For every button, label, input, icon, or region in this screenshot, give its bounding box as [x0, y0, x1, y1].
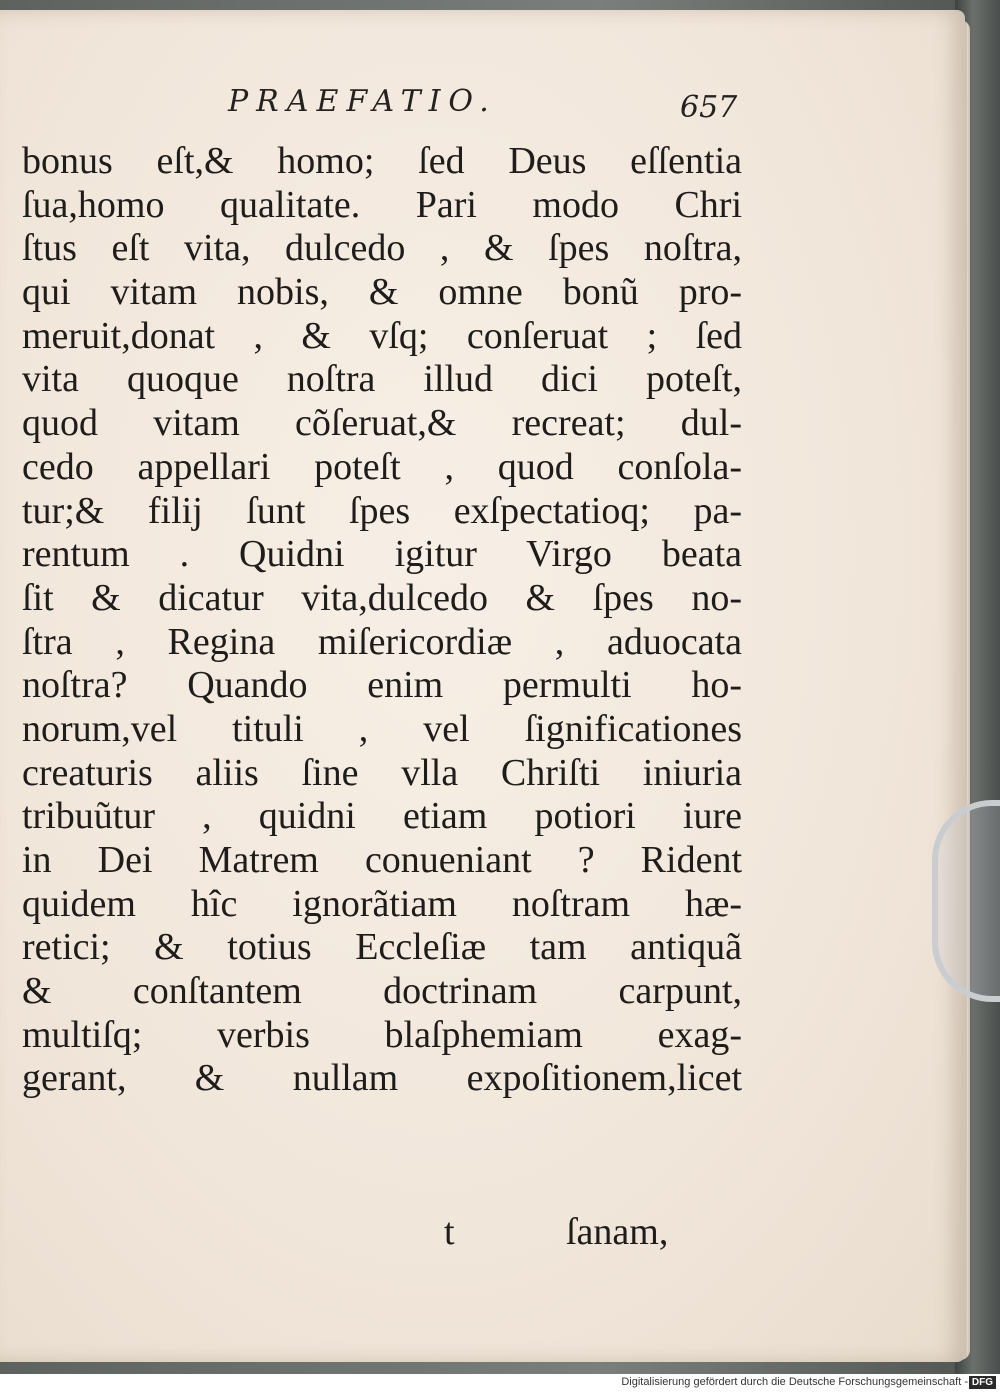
running-head-title: PRAEFATIO. [228, 84, 497, 119]
digitization-footer [0, 1374, 1000, 1392]
text-line: bonus eſt,& homo; ſed Deus eſſentia [22, 140, 742, 182]
text-line: creaturis aliis ſine vlla Chriſti iniuria [22, 751, 742, 794]
text-line: rentum . Quidni igitur Virgo beata [22, 533, 742, 576]
text-line: tur;& filij ſunt ſpes exſpectatioq; pa- [22, 489, 742, 532]
text-line: meruit,donat , & vſq; conſeruat ; ſed [22, 314, 742, 357]
text-line: tribuũtur , quidni etiam potiori iure [22, 795, 742, 838]
text-line: retici; & totius Eccleſiæ tam antiquã [22, 926, 742, 969]
text-line: gerant, & nullam expoſitionem,licet [22, 1057, 742, 1100]
text-line: norum,vel tituli , vel ſignificationes [22, 707, 742, 750]
dfg-logo: DFG [969, 1376, 996, 1389]
text-line: vita quoque noſtra illud dici poteſt, [22, 358, 742, 401]
page-foot [0, 1210, 965, 1260]
text-line: cedo appellari poteſt , quod conſola- [22, 445, 742, 488]
text-line: noſtra? Quando enim permulti ho- [22, 664, 742, 707]
page-number: 657 [680, 90, 738, 125]
page-clip [932, 800, 1000, 1002]
funding-credit: Digitalisierung gefördert durch die Deutsche Forschungsgemeinschaft - [621, 1376, 968, 1388]
body-text [22, 140, 742, 1101]
text-line: ſtus eſt vita, dulcedo , & ſpes noſtra, [22, 227, 742, 270]
text-line: qui vitam nobis, & omne bonũ pro- [22, 271, 742, 314]
text-line: ſtra , Regina miſericordiæ , aduocata [22, 620, 742, 663]
catchword: ſanam, [566, 1211, 669, 1253]
text-line: quod vitam cõſeruat,& recreat; dul- [22, 402, 742, 445]
text-line: & conſtantem doctrinam carpunt, [22, 970, 742, 1013]
book-page [0, 10, 965, 1362]
signature-mark: t [444, 1211, 455, 1253]
text-line: ſit & dicatur vita,dulcedo & ſpes no- [22, 576, 742, 619]
running-head [0, 80, 965, 130]
text-line: multiſq; verbis blaſphemiam exag- [22, 1013, 742, 1056]
text-line: ſua,homo qualitate. Pari modo Chri [22, 183, 742, 226]
text-line: quidem hîc ignorãtiam noſtram hæ- [22, 882, 742, 925]
text-line: in Dei Matrem conueniant ? Rident [22, 839, 742, 881]
